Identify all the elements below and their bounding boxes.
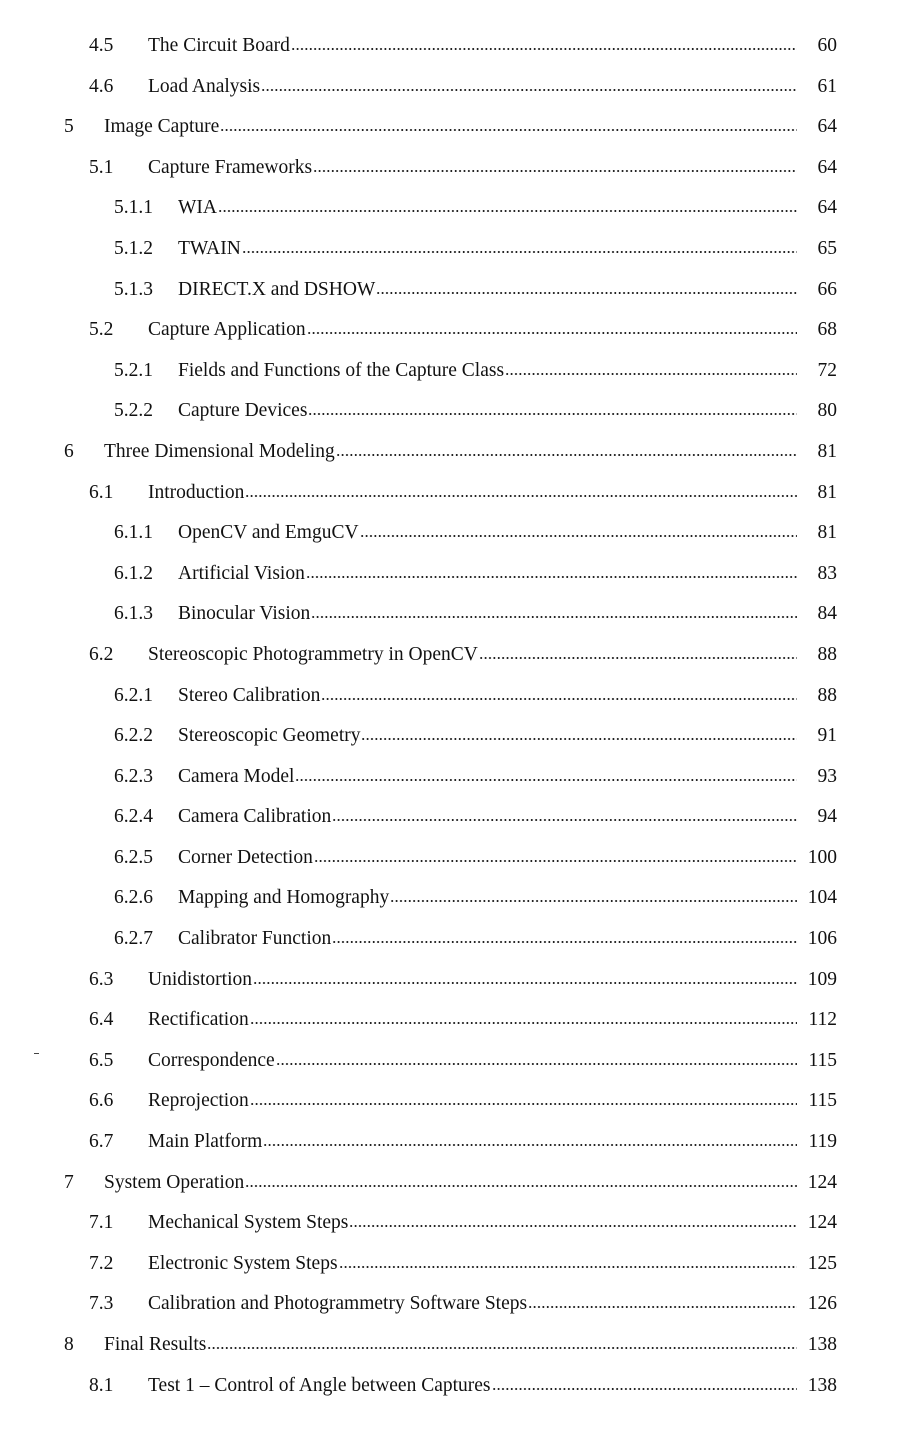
dot-leader <box>207 1347 797 1349</box>
toc-entry <box>0 1244 912 1285</box>
dot-leader <box>220 129 797 131</box>
dot-leader <box>313 170 797 172</box>
toc-entry <box>0 432 912 473</box>
toc-entry <box>0 310 912 351</box>
toc-section-title: Introduction <box>148 481 245 503</box>
toc-entry <box>0 960 912 1001</box>
toc-entry <box>0 351 912 392</box>
toc-section-number: 4.6 <box>89 75 114 97</box>
toc-page-number: 93 <box>817 765 837 787</box>
dot-leader <box>218 210 797 212</box>
toc-section-title: OpenCV and EmguCV <box>178 522 359 544</box>
toc-section-title: Camera Calibration <box>178 806 332 828</box>
toc-page-number: 124 <box>807 1171 837 1193</box>
toc-section-title: Test 1 – Control of Angle between Captures <box>148 1374 491 1396</box>
toc-page-number: 81 <box>817 522 837 544</box>
toc-entry <box>0 1284 912 1325</box>
dot-leader <box>360 535 797 537</box>
dot-leader <box>349 1225 797 1227</box>
toc-page-number: 68 <box>817 319 837 341</box>
toc-section-title: Unidistortion <box>148 968 253 990</box>
toc-section-title: DIRECT.X and DSHOW <box>178 278 376 300</box>
dot-leader <box>245 1185 797 1187</box>
toc-section-title: Image Capture <box>104 116 220 138</box>
dot-leader <box>492 1388 797 1390</box>
toc-page-number: 60 <box>817 35 837 56</box>
toc-section-number: 6.4 <box>89 1009 114 1031</box>
toc-section-number: 5 <box>64 116 74 138</box>
toc-entry <box>0 757 912 798</box>
toc-section-title: WIA <box>178 197 217 219</box>
dot-leader <box>390 900 797 902</box>
toc-section-title: Calibrator Function <box>178 928 332 950</box>
toc-section-number: 6.6 <box>89 1090 114 1112</box>
toc-page-number: 94 <box>817 806 837 828</box>
toc-section-number: 6.1.1 <box>114 522 153 544</box>
toc-entry <box>0 1041 912 1082</box>
toc-page-number: 138 <box>807 1334 837 1355</box>
toc-page-number: 64 <box>817 116 837 138</box>
toc-page-number: 80 <box>817 400 837 422</box>
dot-leader <box>332 941 797 943</box>
toc-entry <box>0 1122 912 1163</box>
toc-entry <box>0 1366 912 1407</box>
toc-section-number: 5.1.2 <box>114 237 153 259</box>
toc-entry <box>0 797 912 838</box>
dot-leader <box>295 779 797 781</box>
dot-leader <box>505 373 797 375</box>
toc-section-number: 7 <box>64 1171 74 1193</box>
toc-section-number: 7.3 <box>89 1293 114 1315</box>
toc-section-number: 6.2.5 <box>114 846 153 868</box>
toc-entry <box>0 67 912 108</box>
toc-entry <box>0 391 912 432</box>
toc-page-number: 106 <box>807 928 837 950</box>
dot-leader <box>479 657 797 659</box>
dot-leader <box>321 698 797 700</box>
toc-section-number: 7.2 <box>89 1252 114 1274</box>
toc-entry <box>0 838 912 879</box>
dot-leader <box>250 1103 797 1105</box>
toc-entry <box>0 716 912 757</box>
dot-leader <box>242 251 797 253</box>
toc-section-title: Electronic System Steps <box>148 1252 338 1274</box>
toc-section-number: 6.2.6 <box>114 887 153 909</box>
toc-section-title: Capture Devices <box>178 400 308 422</box>
toc-section-title: Mapping and Homography <box>178 887 390 909</box>
toc-page-number: 64 <box>817 156 837 178</box>
toc-entry <box>0 919 912 960</box>
toc-section-number: 5.1 <box>89 156 114 178</box>
toc-page-number: 83 <box>817 562 837 584</box>
toc-page-number: 126 <box>807 1293 837 1315</box>
toc-section-number: 6.5 <box>89 1049 114 1071</box>
toc-entry <box>0 188 912 229</box>
dot-leader <box>376 292 797 294</box>
toc-entry <box>0 270 912 311</box>
toc-section-number: 6.2.2 <box>114 725 153 747</box>
toc-section-number: 5.2.2 <box>114 400 153 422</box>
toc-section-title: Load Analysis <box>148 75 261 97</box>
dot-leader <box>307 332 797 334</box>
toc-page-number: 124 <box>807 1212 837 1234</box>
toc-section-number: 8 <box>64 1334 74 1355</box>
toc-section-title: Artificial Vision <box>178 562 305 584</box>
toc-section-number: 5.1.1 <box>114 197 153 219</box>
toc-section-title: Camera Model <box>178 765 295 787</box>
toc-entry <box>0 676 912 717</box>
dot-leader <box>261 89 797 91</box>
dot-leader <box>336 454 797 456</box>
toc-section-title: Binocular Vision <box>178 603 311 625</box>
toc-entry <box>0 594 912 635</box>
dot-leader <box>528 1306 797 1308</box>
dot-leader <box>306 576 797 578</box>
dot-leader <box>276 1063 797 1065</box>
toc-entry <box>0 1203 912 1244</box>
table-of-contents <box>0 26 912 1406</box>
toc-section-number: 6.2.3 <box>114 765 153 787</box>
toc-section-title: TWAIN <box>178 237 241 259</box>
dot-leader <box>332 819 797 821</box>
toc-page-number: 84 <box>817 603 837 625</box>
dot-leader <box>250 1022 797 1024</box>
toc-entry <box>0 635 912 676</box>
toc-page-number: 61 <box>817 75 837 97</box>
toc-page-number: 91 <box>817 725 837 747</box>
toc-section-number: 5.2 <box>89 319 114 341</box>
toc-section-number: 6.1.2 <box>114 562 153 584</box>
toc-section-title: Rectification <box>148 1009 249 1031</box>
toc-page-number: 88 <box>817 643 837 665</box>
toc-section-number: 8.1 <box>89 1374 114 1396</box>
toc-section-title: Stereo Calibration <box>178 684 321 706</box>
dot-leader <box>308 413 797 415</box>
toc-entry <box>0 878 912 919</box>
toc-section-title: Capture Application <box>148 319 306 341</box>
toc-page-number: 125 <box>807 1252 837 1274</box>
dot-leader <box>253 982 797 984</box>
toc-page-number: 112 <box>808 1009 837 1031</box>
dot-leader <box>311 616 797 618</box>
dot-leader <box>339 1266 797 1268</box>
toc-section-number: 5.1.3 <box>114 278 153 300</box>
toc-page-number: 115 <box>808 1049 837 1071</box>
toc-section-number: 5.2.1 <box>114 359 153 381</box>
toc-page-number: 104 <box>807 887 837 909</box>
toc-page-number: 81 <box>817 440 837 462</box>
toc-section-number: 6.2.4 <box>114 806 153 828</box>
toc-section-number: 6.1 <box>89 481 114 503</box>
toc-page-number: 119 <box>808 1131 837 1153</box>
toc-section-title: Three Dimensional Modeling <box>104 440 335 462</box>
toc-section-number: 6.1.3 <box>114 603 153 625</box>
toc-entry <box>0 148 912 189</box>
toc-page-number: 64 <box>817 197 837 219</box>
toc-section-number: 6.7 <box>89 1131 114 1153</box>
toc-section-title: Calibration and Photogrammetry Software Steps <box>148 1293 528 1315</box>
margin-mark <box>34 1053 39 1054</box>
toc-section-number: 6 <box>64 440 74 462</box>
toc-section-title: Capture Frameworks <box>148 156 313 178</box>
toc-page-number: 72 <box>817 359 837 381</box>
toc-entry <box>0 473 912 514</box>
toc-section-title: Stereoscopic Photogrammetry in OpenCV <box>148 643 478 665</box>
toc-section-number: 6.2.7 <box>114 928 153 950</box>
toc-entry <box>0 1325 912 1366</box>
toc-section-number: 4.5 <box>89 35 114 56</box>
toc-section-number: 7.1 <box>89 1212 114 1234</box>
toc-page-number: 109 <box>807 968 837 990</box>
toc-section-number: 6.2 <box>89 643 114 665</box>
toc-entry <box>0 554 912 595</box>
toc-section-title: Main Platform <box>148 1131 263 1153</box>
toc-page-number: 88 <box>817 684 837 706</box>
toc-page-number: 81 <box>817 481 837 503</box>
dot-leader <box>361 738 797 740</box>
toc-page-number: 65 <box>817 237 837 259</box>
dot-leader <box>245 495 797 497</box>
toc-section-number: 6.3 <box>89 968 114 990</box>
toc-entry <box>0 1000 912 1041</box>
toc-page-number: 115 <box>808 1090 837 1112</box>
toc-page-number: 100 <box>807 846 837 868</box>
toc-page-number: 138 <box>807 1374 837 1396</box>
toc-entry <box>0 1163 912 1204</box>
toc-entry <box>0 229 912 270</box>
toc-section-title: Final Results <box>104 1334 207 1355</box>
toc-section-title: Mechanical System Steps <box>148 1212 349 1234</box>
toc-section-title: Stereoscopic Geometry <box>178 725 361 747</box>
toc-section-number: 6.2.1 <box>114 684 153 706</box>
toc-section-title: Fields and Functions of the Capture Class <box>178 359 505 381</box>
toc-section-title: The Circuit Board <box>148 35 290 56</box>
toc-entry <box>0 513 912 554</box>
toc-section-title: System Operation <box>104 1171 245 1193</box>
toc-page-number: 66 <box>817 278 837 300</box>
dot-leader <box>314 860 797 862</box>
toc-entry <box>0 26 912 67</box>
dot-leader <box>263 1144 797 1146</box>
toc-section-title: Reprojection <box>148 1090 249 1112</box>
dot-leader <box>291 48 797 50</box>
toc-entry <box>0 107 912 148</box>
toc-section-title: Corner Detection <box>178 846 313 868</box>
toc-section-title: Correspondence <box>148 1049 275 1071</box>
toc-entry <box>0 1081 912 1122</box>
